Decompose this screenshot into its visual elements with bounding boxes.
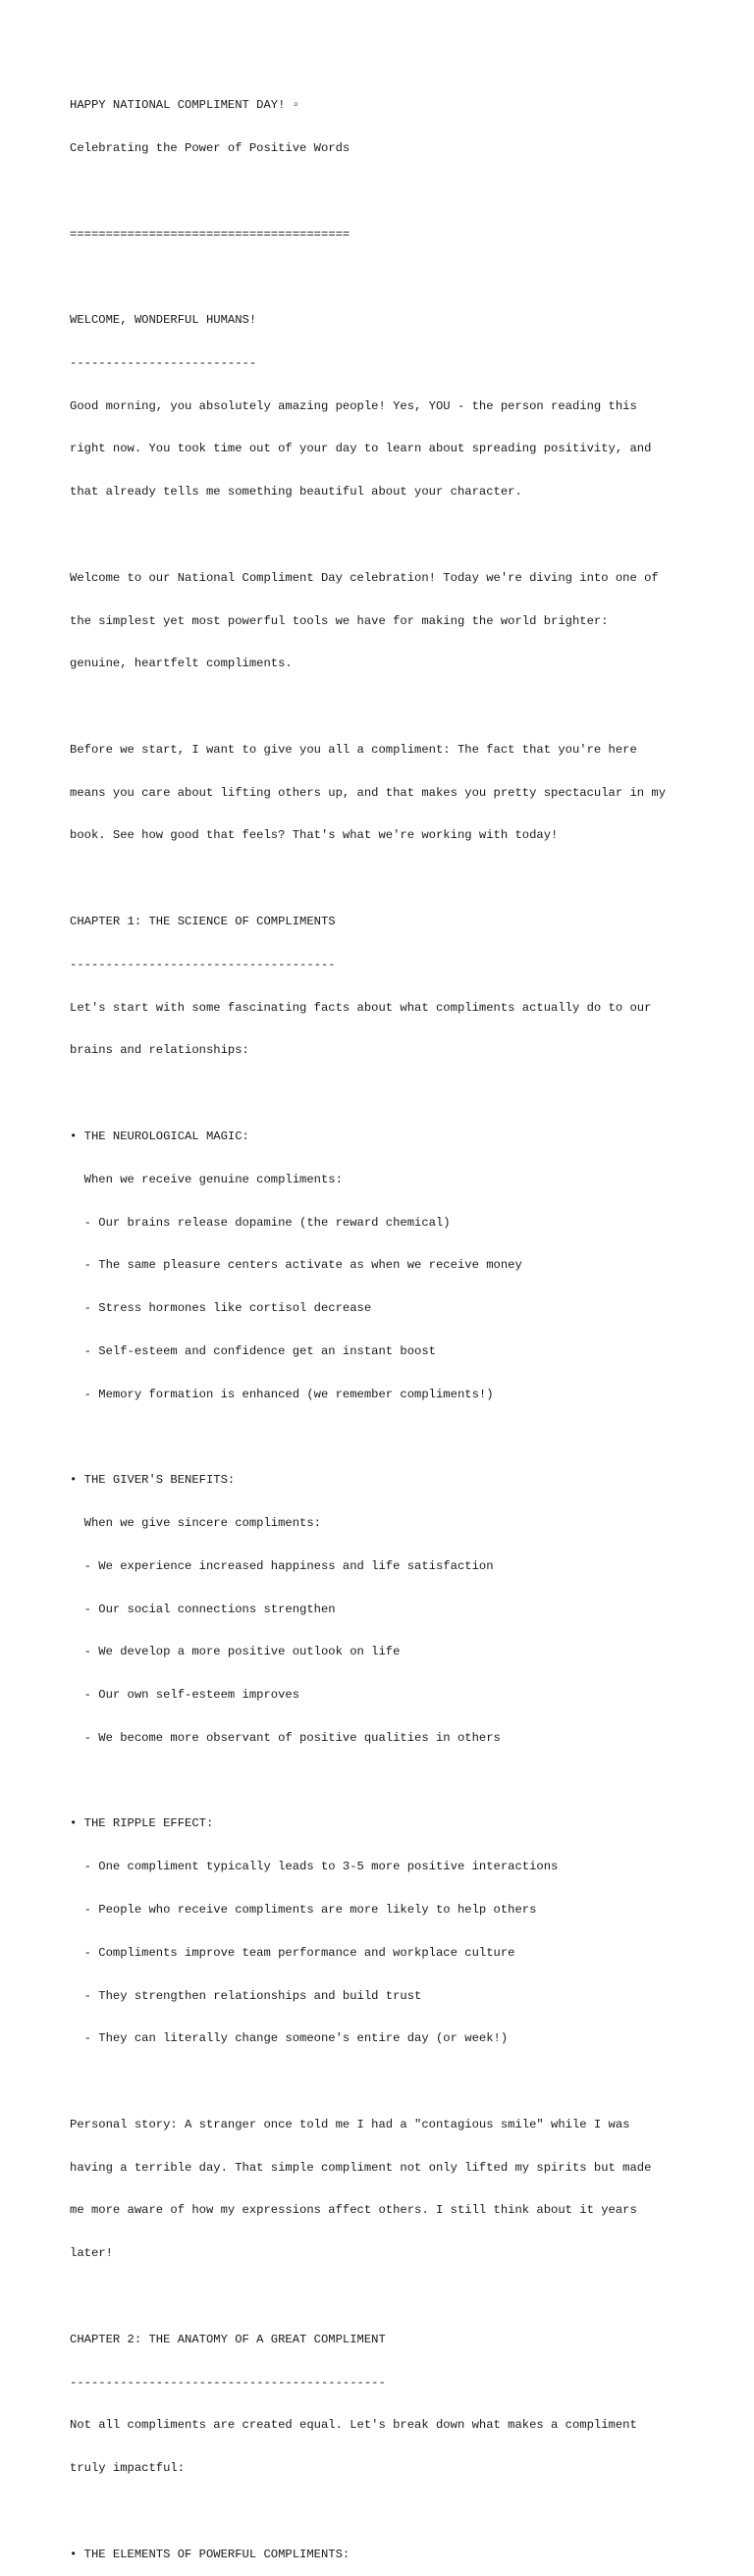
- text-line: Let's start with some fascinating facts about what compliments actually do to our: [70, 1000, 652, 1015]
- text-line: [70, 184, 718, 199]
- list-item: - People who receive compliments are more likely to help others: [70, 1903, 537, 1917]
- doc-subtitle: Celebrating the Power of Positive Words: [70, 140, 350, 155]
- list-item: - Memory formation is enhanced (we remember compliments!): [70, 1387, 494, 1401]
- section-heading: CHAPTER 1: THE SCIENCE OF COMPLIMENTS: [70, 915, 336, 929]
- text-line: [70, 1774, 718, 1789]
- list-item: - We become more observant of positive qualities in others: [70, 1730, 501, 1745]
- list-item: - The same pleasure centers activate as when we receive money: [70, 1258, 522, 1273]
- bullet-heading: • THE RIPPLE EFFECT:: [70, 1816, 214, 1831]
- text-line: the simplest yet most powerful tools we have for making the world brighter:: [70, 613, 609, 628]
- list-item: - One compliment typically leads to 3-5 more positive interactions: [70, 1860, 559, 1874]
- list-item: - Our brains release dopamine (the reward chemical): [70, 1215, 451, 1230]
- list-item: - Our social connections strengthen: [70, 1602, 336, 1616]
- text-line: having a terrible day. That simple compliment not only lifted my spirits but made: [70, 2160, 652, 2175]
- bullet-heading: • THE ELEMENTS OF POWERFUL COMPLIMENTS:: [70, 2547, 350, 2561]
- list-item: - Stress hormones like cortisol decrease: [70, 1301, 372, 1316]
- text-line: means you care about lifting others up, and that makes you pretty spectacular in my: [70, 785, 667, 800]
- text-line: [70, 2289, 718, 2304]
- text-line: [70, 700, 718, 714]
- list-item: - We develop a more positive outlook on life: [70, 1645, 401, 1659]
- separator-line: =======================================: [70, 227, 350, 241]
- text-line: Good morning, you absolutely amazing people! Yes, YOU - the person reading this: [70, 398, 637, 413]
- text-line: Personal story: A stranger once told me I had a "contagious smile" while I was: [70, 2117, 630, 2131]
- doc-title: HAPPY NATIONAL COMPLIMENT DAY! ▫: [70, 98, 300, 113]
- text-line: When we receive genuine compliments:: [70, 1172, 343, 1186]
- bullet-heading: • THE GIVER'S BENEFITS:: [70, 1473, 236, 1488]
- text-line: [70, 871, 718, 886]
- list-item: - They strengthen relationships and build trust: [70, 1988, 422, 2003]
- text-line: Not all compliments are created equal. Let's break down what makes a compliment: [70, 2418, 637, 2433]
- section-heading: WELCOME, WONDERFUL HUMANS!: [70, 313, 257, 328]
- heading-underline: --------------------------------------------: [70, 2375, 386, 2390]
- list-item: - Compliments improve team performance and workplace culture: [70, 1945, 515, 1960]
- document-body: [70, 70, 718, 2576]
- text-line: that already tells me something beautiful about your character.: [70, 485, 522, 499]
- text-line: [70, 528, 718, 543]
- text-line: Welcome to our National Compliment Day celebration! Today we're diving into one of: [70, 570, 659, 585]
- text-line: [70, 2504, 718, 2519]
- text-line: When we give sincere compliments:: [70, 1515, 321, 1530]
- text-line: brains and relationships:: [70, 1043, 249, 1058]
- text-line: later!: [70, 2246, 113, 2261]
- text-line: me more aware of how my expressions affect others. I still think about it years: [70, 2203, 637, 2218]
- text-line: [70, 2075, 718, 2089]
- section-heading: CHAPTER 2: THE ANATOMY OF A GREAT COMPLIMENT: [70, 2332, 386, 2346]
- list-item: - We experience increased happiness and life satisfaction: [70, 1558, 494, 1573]
- text-line: genuine, heartfelt compliments.: [70, 657, 293, 671]
- text-line: Before we start, I want to give you all a compliment: The fact that you're here: [70, 742, 637, 757]
- heading-underline: -------------------------------------: [70, 957, 336, 972]
- bullet-heading: • THE NEUROLOGICAL MAGIC:: [70, 1129, 249, 1143]
- list-item: - Self-esteem and confidence get an instant boost: [70, 1343, 436, 1358]
- text-line: [70, 1430, 718, 1445]
- text-line: right now. You took time out of your day to learn about spreading positivity, and: [70, 442, 652, 456]
- list-item: - Our own self-esteem improves: [70, 1688, 300, 1703]
- text-line: book. See how good that feels? That's what we're working with today!: [70, 828, 559, 843]
- heading-underline: --------------------------: [70, 355, 257, 370]
- list-item: - They can literally change someone's entire day (or week!): [70, 2031, 509, 2046]
- text-line: [70, 1086, 718, 1101]
- text-line: truly impactful:: [70, 2461, 186, 2476]
- text-line: [70, 270, 718, 285]
